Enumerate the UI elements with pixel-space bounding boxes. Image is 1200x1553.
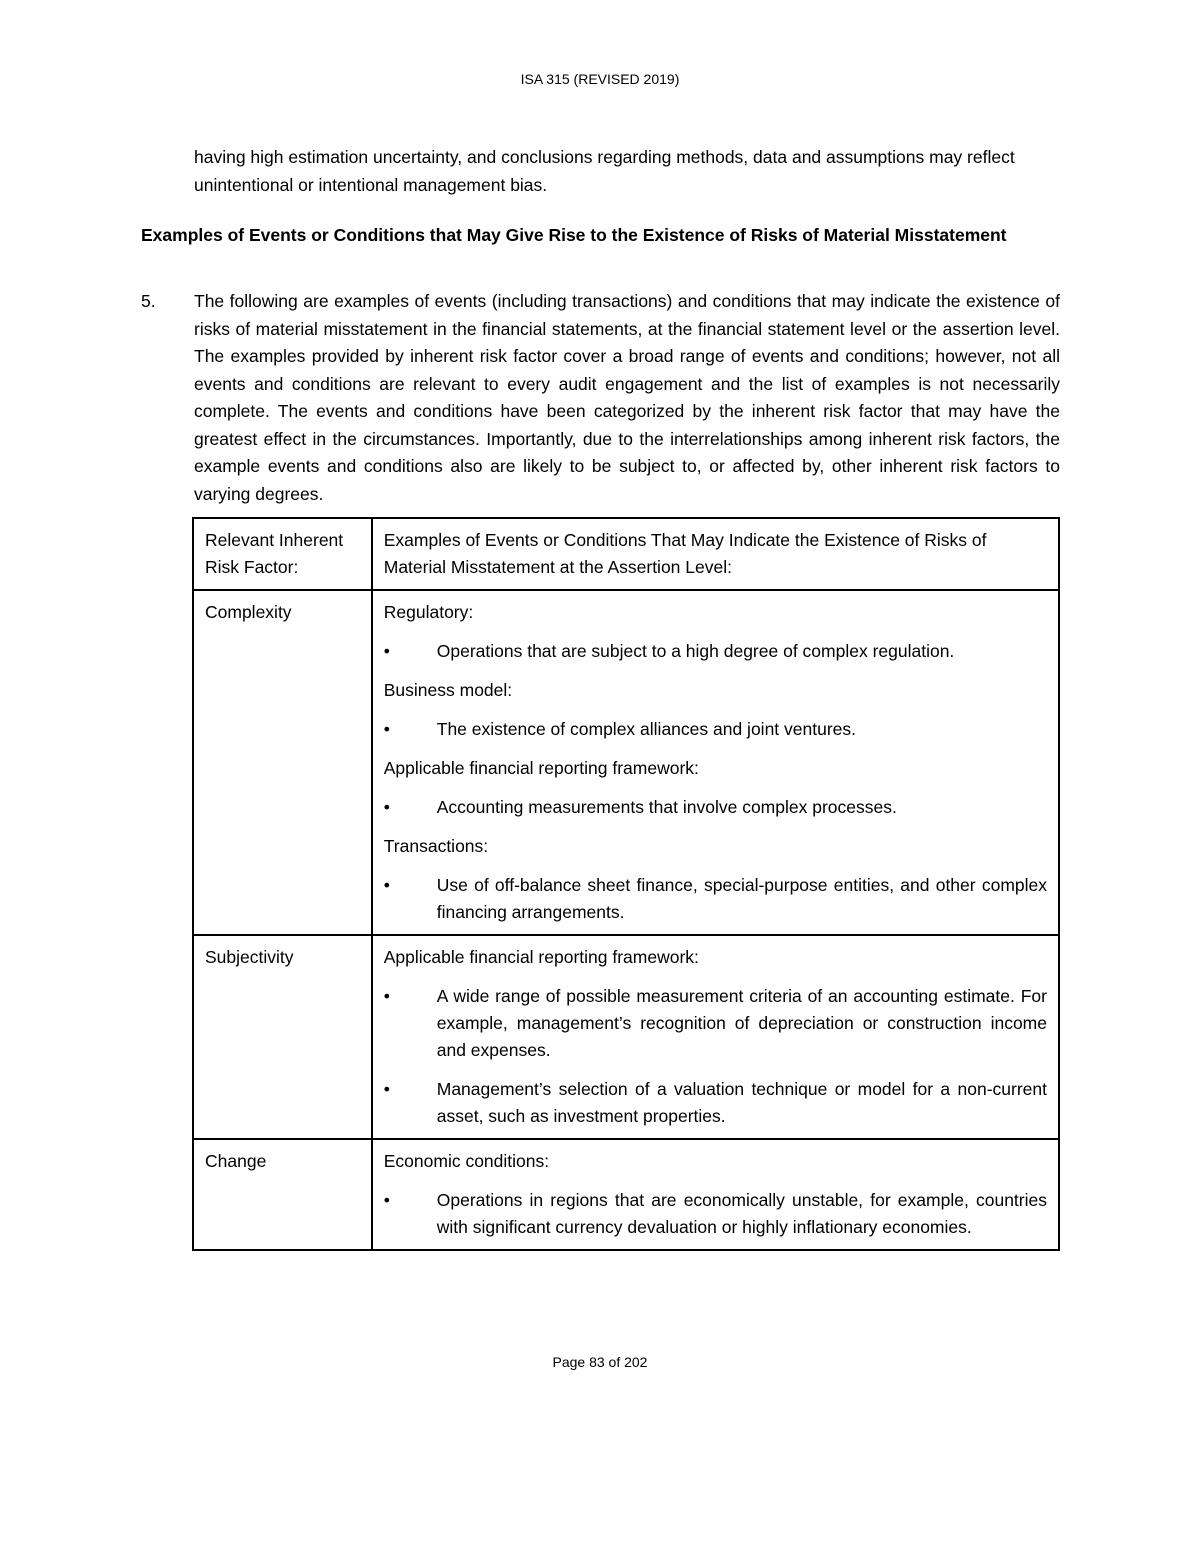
bullet-list: [384, 638, 1047, 665]
table-header-row: [193, 518, 1059, 590]
bullet-icon: •: [383, 875, 390, 895]
category-label: Regulatory:: [383, 602, 474, 622]
table-row: [193, 1139, 1059, 1250]
table-row: [193, 935, 1059, 1139]
examples-cell: [372, 590, 1059, 935]
bullet-list: [384, 1187, 1047, 1241]
page-footer: Page 83 of 202: [552, 1354, 648, 1370]
bullet-list: [384, 794, 1047, 821]
header-examples-cell: Examples of Events or Conditions That May Indicate the Existence of Risks of Material Misstatement at the Assertion Level:: [372, 518, 1059, 590]
list-item-text: Operations in regions that are economically unstable, for example, countries with significant currency devaluation or highly inflationary economies.: [436, 1190, 1047, 1237]
intro-paragraph: having high estimation uncertainty, and conclusions regarding methods, data and assumptions may reflect unintentional or intentional management bias.: [194, 147, 1015, 195]
factor-cell: Subjectivity: [193, 935, 372, 1139]
list-item: [384, 1187, 1047, 1241]
list-item-text: A wide range of possible measurement criteria of an accounting estimate. For example, management’s recognition of depreciation or construction income and expenses.: [436, 986, 1047, 1060]
category-label: Applicable financial reporting framework:: [383, 947, 699, 967]
paragraph-text: The following are examples of events (including transactions) and conditions that may indicate the existence of risks of material misstatement in the financial statements, at the financial statement level or the assertion level. The examples provided by inherent risk factor cover a broad range of events and conditions; however, not all events and conditions are relevant to every audit engagement and the list of examples is not necessarily complete. The events and conditions have been categorized by the inherent risk factor that may have the greatest effect in the circumstances. Importantly, due to the interrelationships among inherent risk factors, the example events and conditions also are likely to be subject to, or affected by, other inherent risk factors to varying degrees.: [194, 291, 1060, 504]
category-label: Transactions:: [383, 836, 489, 856]
list-item: [384, 794, 1047, 821]
list-item-text: Use of off-balance sheet finance, special-purpose entities, and other complex financing arrangements.: [436, 875, 1047, 922]
bullet-icon: •: [383, 1190, 390, 1210]
list-item: [384, 1076, 1047, 1130]
list-item-text: Accounting measurements that involve complex processes.: [436, 797, 897, 817]
list-item: [384, 983, 1047, 1064]
list-item: [384, 638, 1047, 665]
examples-cell: [372, 935, 1059, 1139]
bullet-list: [384, 983, 1047, 1130]
list-item-text: Management’s selection of a valuation technique or model for a non-current asset, such as investment properties.: [436, 1079, 1047, 1126]
header-factor-cell: Relevant Inherent Risk Factor:: [193, 518, 372, 590]
bullet-icon: •: [383, 1079, 390, 1099]
examples-cell: [372, 1139, 1059, 1250]
bullet-icon: •: [383, 986, 390, 1006]
page-header: ISA 315 (REVISED 2019): [520, 71, 680, 87]
bullet-icon: •: [383, 797, 390, 817]
factor-cell: Complexity: [193, 590, 372, 935]
risk-factor-table: [192, 517, 1060, 1251]
category-label: Applicable financial reporting framework:: [383, 758, 699, 778]
paragraph-number: 5.: [141, 291, 156, 311]
bullet-list: [384, 872, 1047, 926]
numbered-paragraph: [141, 288, 1060, 508]
section-heading: Examples of Events or Conditions that May Give Rise to the Existence of Risks of Material Misstatement: [141, 225, 1007, 245]
list-item: [384, 872, 1047, 926]
list-item-text: The existence of complex alliances and joint ventures.: [436, 719, 857, 739]
factor-cell: Change: [193, 1139, 372, 1250]
bullet-icon: •: [383, 719, 390, 739]
table-row: [193, 590, 1059, 935]
category-label: Business model:: [383, 680, 513, 700]
bullet-icon: •: [383, 641, 390, 661]
list-item-text: Operations that are subject to a high degree of complex regulation.: [436, 641, 955, 661]
list-item: [384, 716, 1047, 743]
bullet-list: [384, 716, 1047, 743]
category-label: Economic conditions:: [383, 1151, 550, 1171]
